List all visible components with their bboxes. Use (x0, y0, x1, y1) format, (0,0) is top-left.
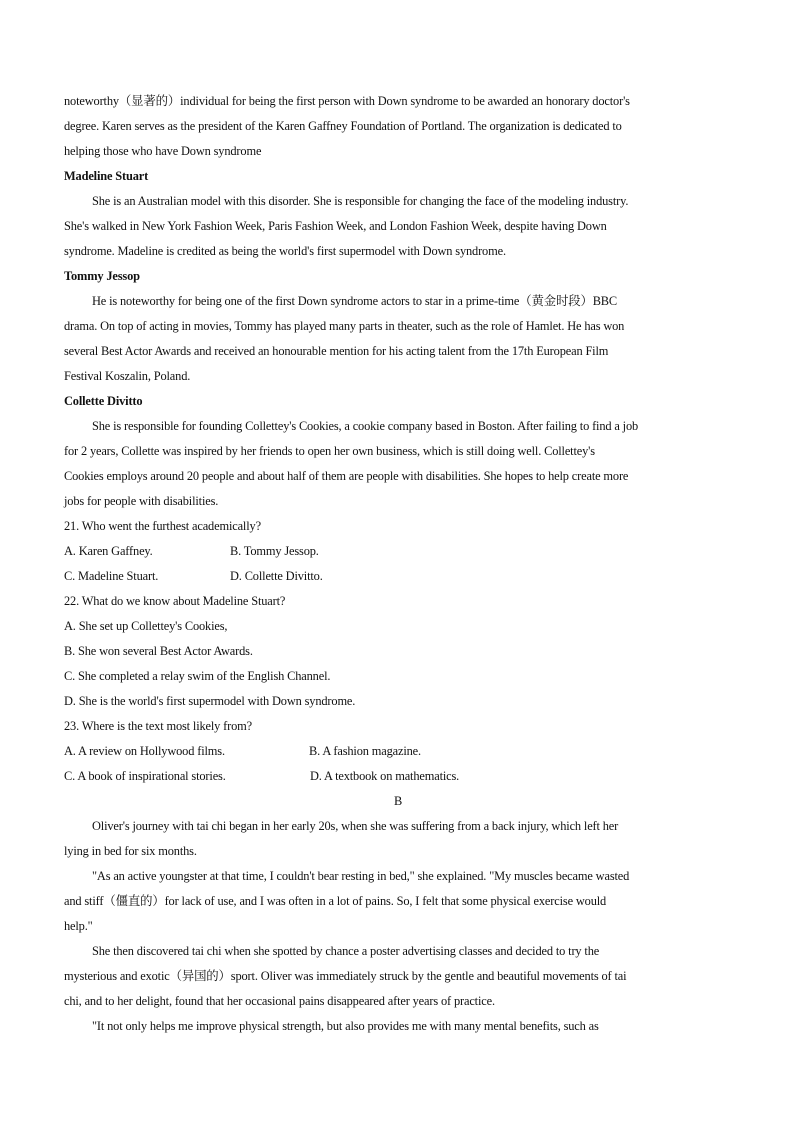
option-21-d: D. Collette Divitto. (230, 569, 323, 583)
text-line: Oliver's journey with tai chi began in her early 20s, when she was suffering from a back injury, which left her (92, 819, 619, 833)
text-line: and stiff（僵直的）for lack of use, and I was often in a lot of pains. So, I felt that some physical exercise would (64, 894, 607, 908)
question-23-options-row-2 (64, 764, 732, 789)
section-b-paragraph-1 (64, 814, 732, 864)
text-line: She's walked in New York Fashion Week, Paris Fashion Week, and London Fashion Week, despite having Down (64, 219, 607, 233)
question-21-options-row-1 (64, 539, 732, 564)
option-21-a: A. Karen Gaffney. (64, 544, 153, 558)
text-line: jobs for people with disabilities. (64, 494, 219, 508)
text-line: She then discovered tai chi when she spotted by chance a poster advertising classes and decided to try the (92, 944, 600, 958)
text-line: mysterious and exotic（异国的）sport. Oliver was immediately struck by the gentle and beautiful movements of tai (64, 969, 627, 983)
intro-paragraph (64, 89, 732, 164)
text-line: help." (64, 919, 93, 933)
section-b-heading: B (393, 794, 403, 808)
document-page (64, 89, 732, 1039)
text-line: drama. On top of acting in movies, Tommy has played many parts in theater, such as the role of Hamlet. He has won (64, 319, 625, 333)
profile-paragraph-tommy (64, 289, 732, 389)
option-21-b: B. Tommy Jessop. (230, 544, 319, 558)
text-line: several Best Actor Awards and received an honourable mention for his acting talent from the 17th European Film (64, 344, 609, 358)
text-line: degree. Karen serves as the president of the Karen Gaffney Foundation of Portland. The organization is dedicated to (64, 119, 622, 133)
question-23-options-row-1 (64, 739, 732, 764)
section-b-paragraph-3 (64, 939, 732, 1014)
option-22-d: D. She is the world's first supermodel with Down syndrome. (64, 694, 356, 708)
text-line: noteworthy（显著的）individual for being the first person with Down syndrome to be awarded an honorary doctor's (64, 94, 630, 108)
section-b-paragraph-4 (64, 1014, 732, 1039)
text-line: She is an Australian model with this disorder. She is responsible for changing the face of the modeling industry. (92, 194, 629, 208)
text-line: for 2 years, Collette was inspired by her friends to open her own business, which is still doing well. Collettey's (64, 444, 595, 458)
text-line: "As an active youngster at that time, I couldn't bear resting in bed," she explained. "My muscles became wasted (92, 869, 630, 883)
section-b-paragraph-2 (64, 864, 732, 939)
option-23-d: D. A textbook on mathematics. (310, 769, 460, 783)
profile-heading-collette: Collette Divitto (64, 394, 143, 408)
text-line: helping those who have Down syndrome (64, 144, 262, 158)
question-21-options-row-2 (64, 564, 732, 589)
option-23-a: A. A review on Hollywood films. (64, 744, 225, 758)
text-line: Cookies employs around 20 people and about half of them are people with disabilities. She hopes to help create more (64, 469, 629, 483)
text-line: He is noteworthy for being one of the first Down syndrome actors to star in a prime-time（黄金时段）BBC (92, 294, 618, 308)
option-22-c: C. She completed a relay swim of the English Channel. (64, 669, 331, 683)
profile-heading-madeline: Madeline Stuart (64, 169, 149, 183)
option-23-c: C. A book of inspirational stories. (64, 769, 226, 783)
option-22-b: B. She won several Best Actor Awards. (64, 644, 253, 658)
text-line: syndrome. Madeline is credited as being the world's first supermodel with Down syndrome. (64, 244, 506, 258)
question-22-stem: 22. What do we know about Madeline Stuart? (64, 594, 286, 608)
text-line: chi, and to her delight, found that her occasional pains disappeared after years of practice. (64, 994, 495, 1008)
question-21-stem: 21. Who went the furthest academically? (64, 519, 261, 533)
option-22-a: A. She set up Collettey's Cookies, (64, 619, 228, 633)
option-23-b: B. A fashion magazine. (309, 744, 421, 758)
option-21-c: C. Madeline Stuart. (64, 569, 159, 583)
text-line: lying in bed for six months. (64, 844, 197, 858)
question-23-stem: 23. Where is the text most likely from? (64, 719, 252, 733)
text-line: She is responsible for founding Collettey's Cookies, a cookie company based in Boston. After failing to find a job (92, 419, 639, 433)
profile-paragraph-collette (64, 414, 732, 514)
profile-paragraph-madeline (64, 189, 732, 264)
profile-heading-tommy: Tommy Jessop (64, 269, 140, 283)
text-line: "It not only helps me improve physical strength, but also provides me with many mental benefits, such as (92, 1019, 599, 1033)
text-line: Festival Koszalin, Poland. (64, 369, 191, 383)
